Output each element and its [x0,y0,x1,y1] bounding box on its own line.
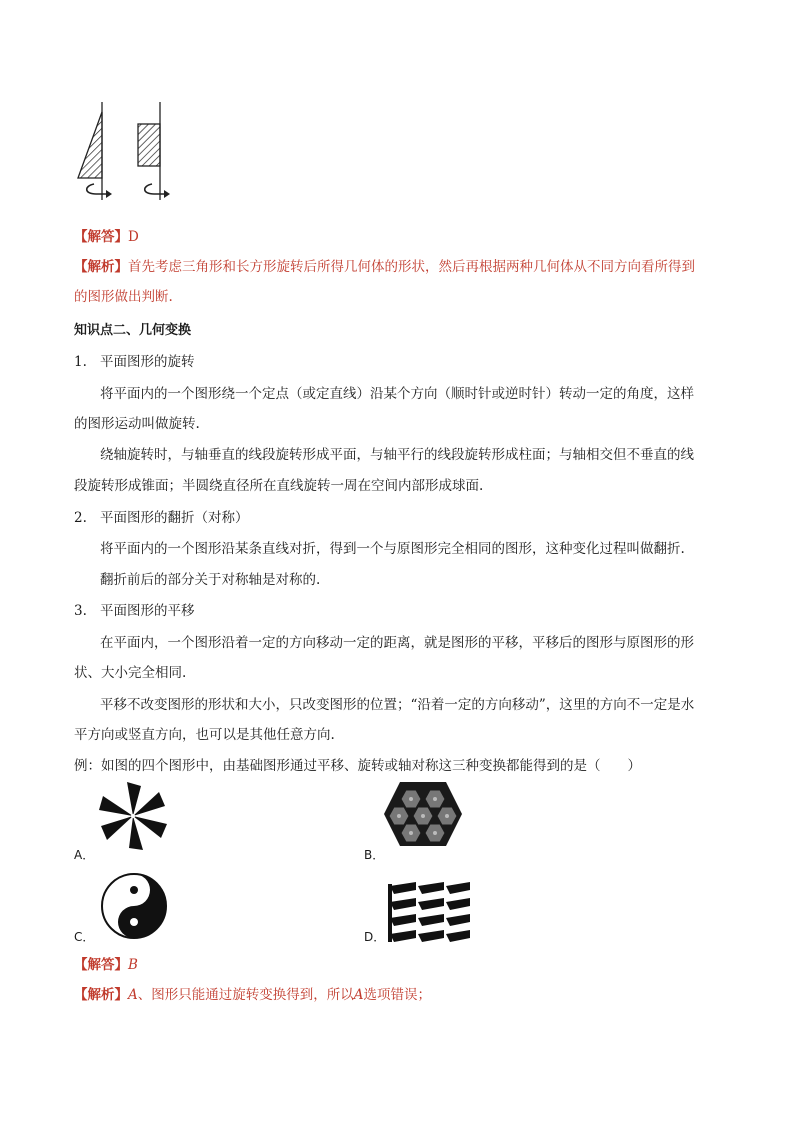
option-b-label: B． [364,848,385,862]
rectangle-rotation-figure [138,102,170,200]
analysis-tag-2: 【解析】 [74,987,128,1003]
option-c-label: C． [74,930,95,944]
option-c-yinyang-figure [100,872,168,940]
item-1-para-2: 的图形运动叫做旋转. [74,416,200,432]
item-3-title: 3. 平面图形的平移 [74,603,195,619]
analysis-line-2: 的图形做出判断. [74,289,173,305]
analysis-line-3: 【解析】A、图形只能通过旋转变换得到，所以A选项错误； [74,987,431,1003]
answer-value: D [128,229,139,245]
section-title: 知识点二、几何变换 [74,323,192,338]
item-2-para-2: 翻折前后的部分关于对称轴是对称的. [100,572,321,588]
option-a-label: A． [74,848,95,862]
item-3-para-2: 状、大小完全相同. [74,665,187,681]
item-1-para-1: 将平面内的一个图形绕一个定点（或定直线）沿某个方向（顺时针或逆时针）转动一定的角度，这样 [100,386,694,402]
analysis-line-1 [74,258,695,276]
option-b-hexagon-figure [384,782,462,846]
analysis-text: 首先考虑三角形和长方形旋转后所得几何体的形状，然后再根据两种几何体从不同方向看所得到 [128,259,695,275]
answer-tag-2: 【解答】 [74,957,128,973]
item-3-para-1: 在平面内，一个图形沿着一定的方向移动一定的距离，就是图形的平移，平移后的图形与原图形的形 [100,635,694,651]
answer-line-1 [74,228,139,246]
option-d-translation-figure [388,880,472,942]
item-3-para-3: 平移不改变图形的形状和大小，只改变图形的位置；“沿着一定的方向移动”，这里的方向不一定是水 [100,697,695,713]
item-1-para-3: 绕轴旋转时，与轴垂直的线段旋转形成平面，与轴平行的线段旋转形成柱面；与轴相交但不垂直的线 [100,447,694,463]
triangle-rotation-figure [78,102,112,200]
option-d-label: D． [364,930,386,944]
item-3-para-4: 平方向或竖直方向，也可以是其他任意方向. [74,727,335,743]
example-question: 例：如图的四个图形中，由基础图形通过平移、旋转或轴对称这三种变换都能得到的是（ ） [74,758,641,774]
item-1-para-4: 段旋转形成锥面；半圆绕直径所在直线旋转一周在空间内部形成球面. [74,478,484,494]
answer-line-2 [74,956,138,974]
answer-tag: 【解答】 [74,229,128,245]
item-2-title: 2. 平面图形的翻折（对称） [74,510,249,526]
analysis-tag: 【解析】 [74,259,128,275]
rotation-figures [66,100,176,205]
answer-value-2: B [128,957,138,973]
option-a-pinwheel-figure [96,780,170,852]
item-2-para-1: 将平面内的一个图形沿某条直线对折，得到一个与原图形完全相同的图形，这种变化过程叫做翻折. [100,541,685,557]
item-1-title: 1. 平面图形的旋转 [74,354,195,370]
